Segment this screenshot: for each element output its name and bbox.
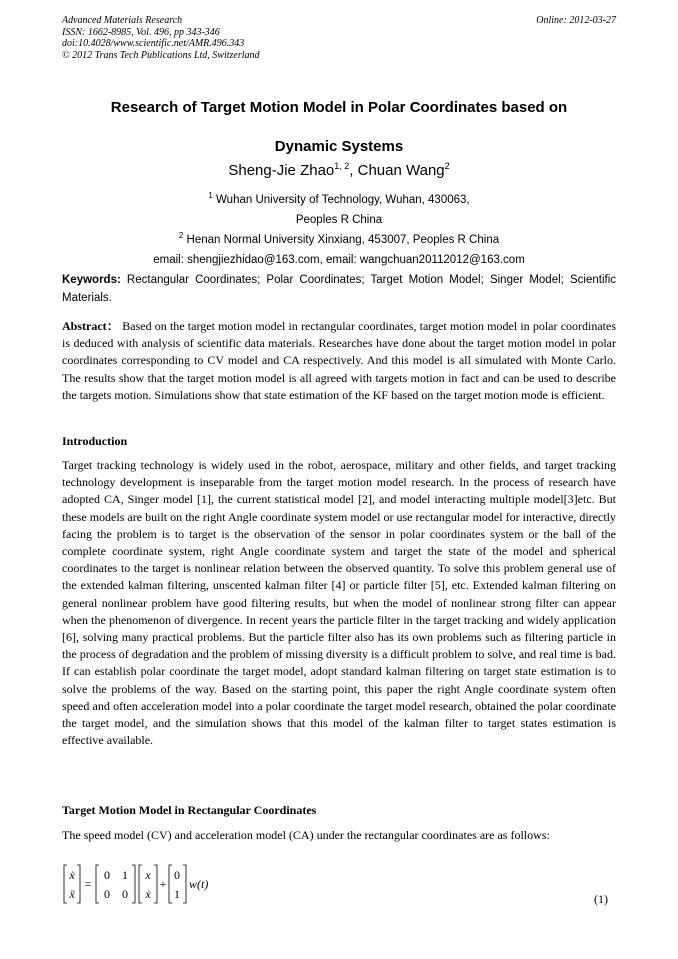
title-line-2: Dynamic Systems [274, 138, 404, 155]
state-2: ẋ [145, 887, 151, 901]
abstract-text: Based on the target motion model in rectangular coordinates, target motion model in polar coordinates is deduced with analysis of scientific data materials. Researches have done about the target motion model in polar coordinates corresponding to CV model and CA respectively. And this model is all simulated with Monte Carlo. The results show that the target motion model is all agreed with targets motion in fact and can be used to describe the targets motion. Simulations show that state estimation of the KF based on the target motion mode is efficient. [62, 319, 617, 402]
keywords [62, 271, 616, 307]
affiliation-2-mark: 2 [178, 231, 184, 240]
keywords-text: Rectangular Coordinates; Polar Coordinates; Target Motion Model; Singer Model; Scientific Materials. [62, 274, 616, 304]
equation-number: (1) [594, 892, 608, 906]
journal-name: Advanced Materials Research [62, 15, 183, 26]
lhs-2: ẍ [69, 887, 75, 901]
affiliations [62, 190, 616, 270]
lhs-1: ẋ [69, 868, 75, 882]
author-separator: , [349, 162, 358, 179]
journal-header [62, 15, 616, 61]
equals-sign: = [84, 877, 92, 891]
copyright-line: © 2012 Trans Tech Publications Ltd, Switzerland [62, 49, 260, 61]
plus-sign: + [159, 877, 167, 891]
paper-title [62, 88, 616, 166]
target-motion-text: The speed model (CV) and acceleration model (CA) under the rectangular coordinates are as follows: [62, 828, 550, 842]
online-date: Online: 2012-03-27 [536, 15, 616, 26]
matrix-a11: 0 [104, 868, 110, 882]
issn-line: ISSN: 1662-8985, Vol. 496, pp 343-346 [62, 26, 220, 38]
author-1: Sheng-Jie Zhao [228, 162, 335, 179]
author-1-affiliation-mark: 1, 2 [334, 161, 350, 171]
author-2: Chuan Wang [357, 162, 445, 179]
equation-1 [62, 862, 616, 908]
target-motion-heading: Target Motion Model in Rectangular Coordinates [62, 803, 317, 817]
affiliation-2: $^2$ Henan Normal University Xinxiang, 453007, Peoples R China [178, 231, 500, 246]
author-2-affiliation-mark: 2 [444, 161, 450, 171]
equation-1-formula [62, 862, 262, 908]
abstract-label: Abstract： [62, 319, 120, 333]
author-list [62, 161, 616, 181]
state-1: x [145, 868, 151, 882]
affiliation-1-country: Peoples R China [295, 214, 383, 226]
matrix-a21: 0 [104, 887, 110, 901]
matrix-a22: 0 [122, 887, 128, 901]
abstract [62, 318, 616, 404]
affiliation-1: $^1$ Wuhan University of Technology, Wuhan, 430063, [208, 191, 470, 206]
keywords-label: Keywords: [62, 274, 121, 286]
title-line-1: Research of Target Motion Model in Polar Coordinates based on [110, 99, 568, 116]
doi-line: doi:10.4028/www.scientific.net/AMR.496.343 [62, 38, 245, 49]
input-2: 1 [174, 887, 180, 901]
input-1: 0 [174, 868, 180, 882]
noise-term: w(t) [189, 877, 209, 891]
author-emails: email: shengjiezhidao@163.com, email: wangchuan20112012@163.com [153, 254, 525, 266]
introduction-heading: Introduction [62, 434, 128, 448]
affiliation-1-mark: 1 [208, 191, 213, 200]
matrix-a12: 1 [122, 868, 128, 882]
introduction-text: Target tracking technology is widely used in the robot, aerospace, military and other fields, and target tracking technology development is inseparable from the target motion model research. In the process of research have adopted CA, Singer model [1], the current statistical model [2], and model interacting multiple model[3]etc. But these models are built on the right Angle coordinate system model or use rectangular model for interactive, directly facing the problem is to target is the observation of the sensor in polar coordinates system or the ball of the complete coordinate system, right Angle coordinate system and target the state of the model and spherical coordinates to the target is nonlinear relation between the observed quantity. To solve this problem general use of the extended kalman filtering, unscented kalman filter [4] or particle filter [5], etc. Extended kalman filtering on general nonlinear problem have good filtering results, but when the model of nonlinear strong filter can appear when the phenomenon of divergence. In recent years the particle filter in the target tracking and widely application [6], solving many practical problems. But the particle filter also has its own problems such as filtering particle in the process of degradation and the problem of missing diversity is a difficult problem to solve, and real time is bad. If can establish polar coordinate the target model, adopt standard kalman filtering on target state estimation is to solve the problems of the way. Based on the starting point, this paper the right Angle coordinate system often speed and often acceleration model into a polar coordinate the target model research, obtained the polar coordinate the target model, and the simulation shows that this model of the kalman filter to target states estimation is effective available. [62, 458, 616, 748]
